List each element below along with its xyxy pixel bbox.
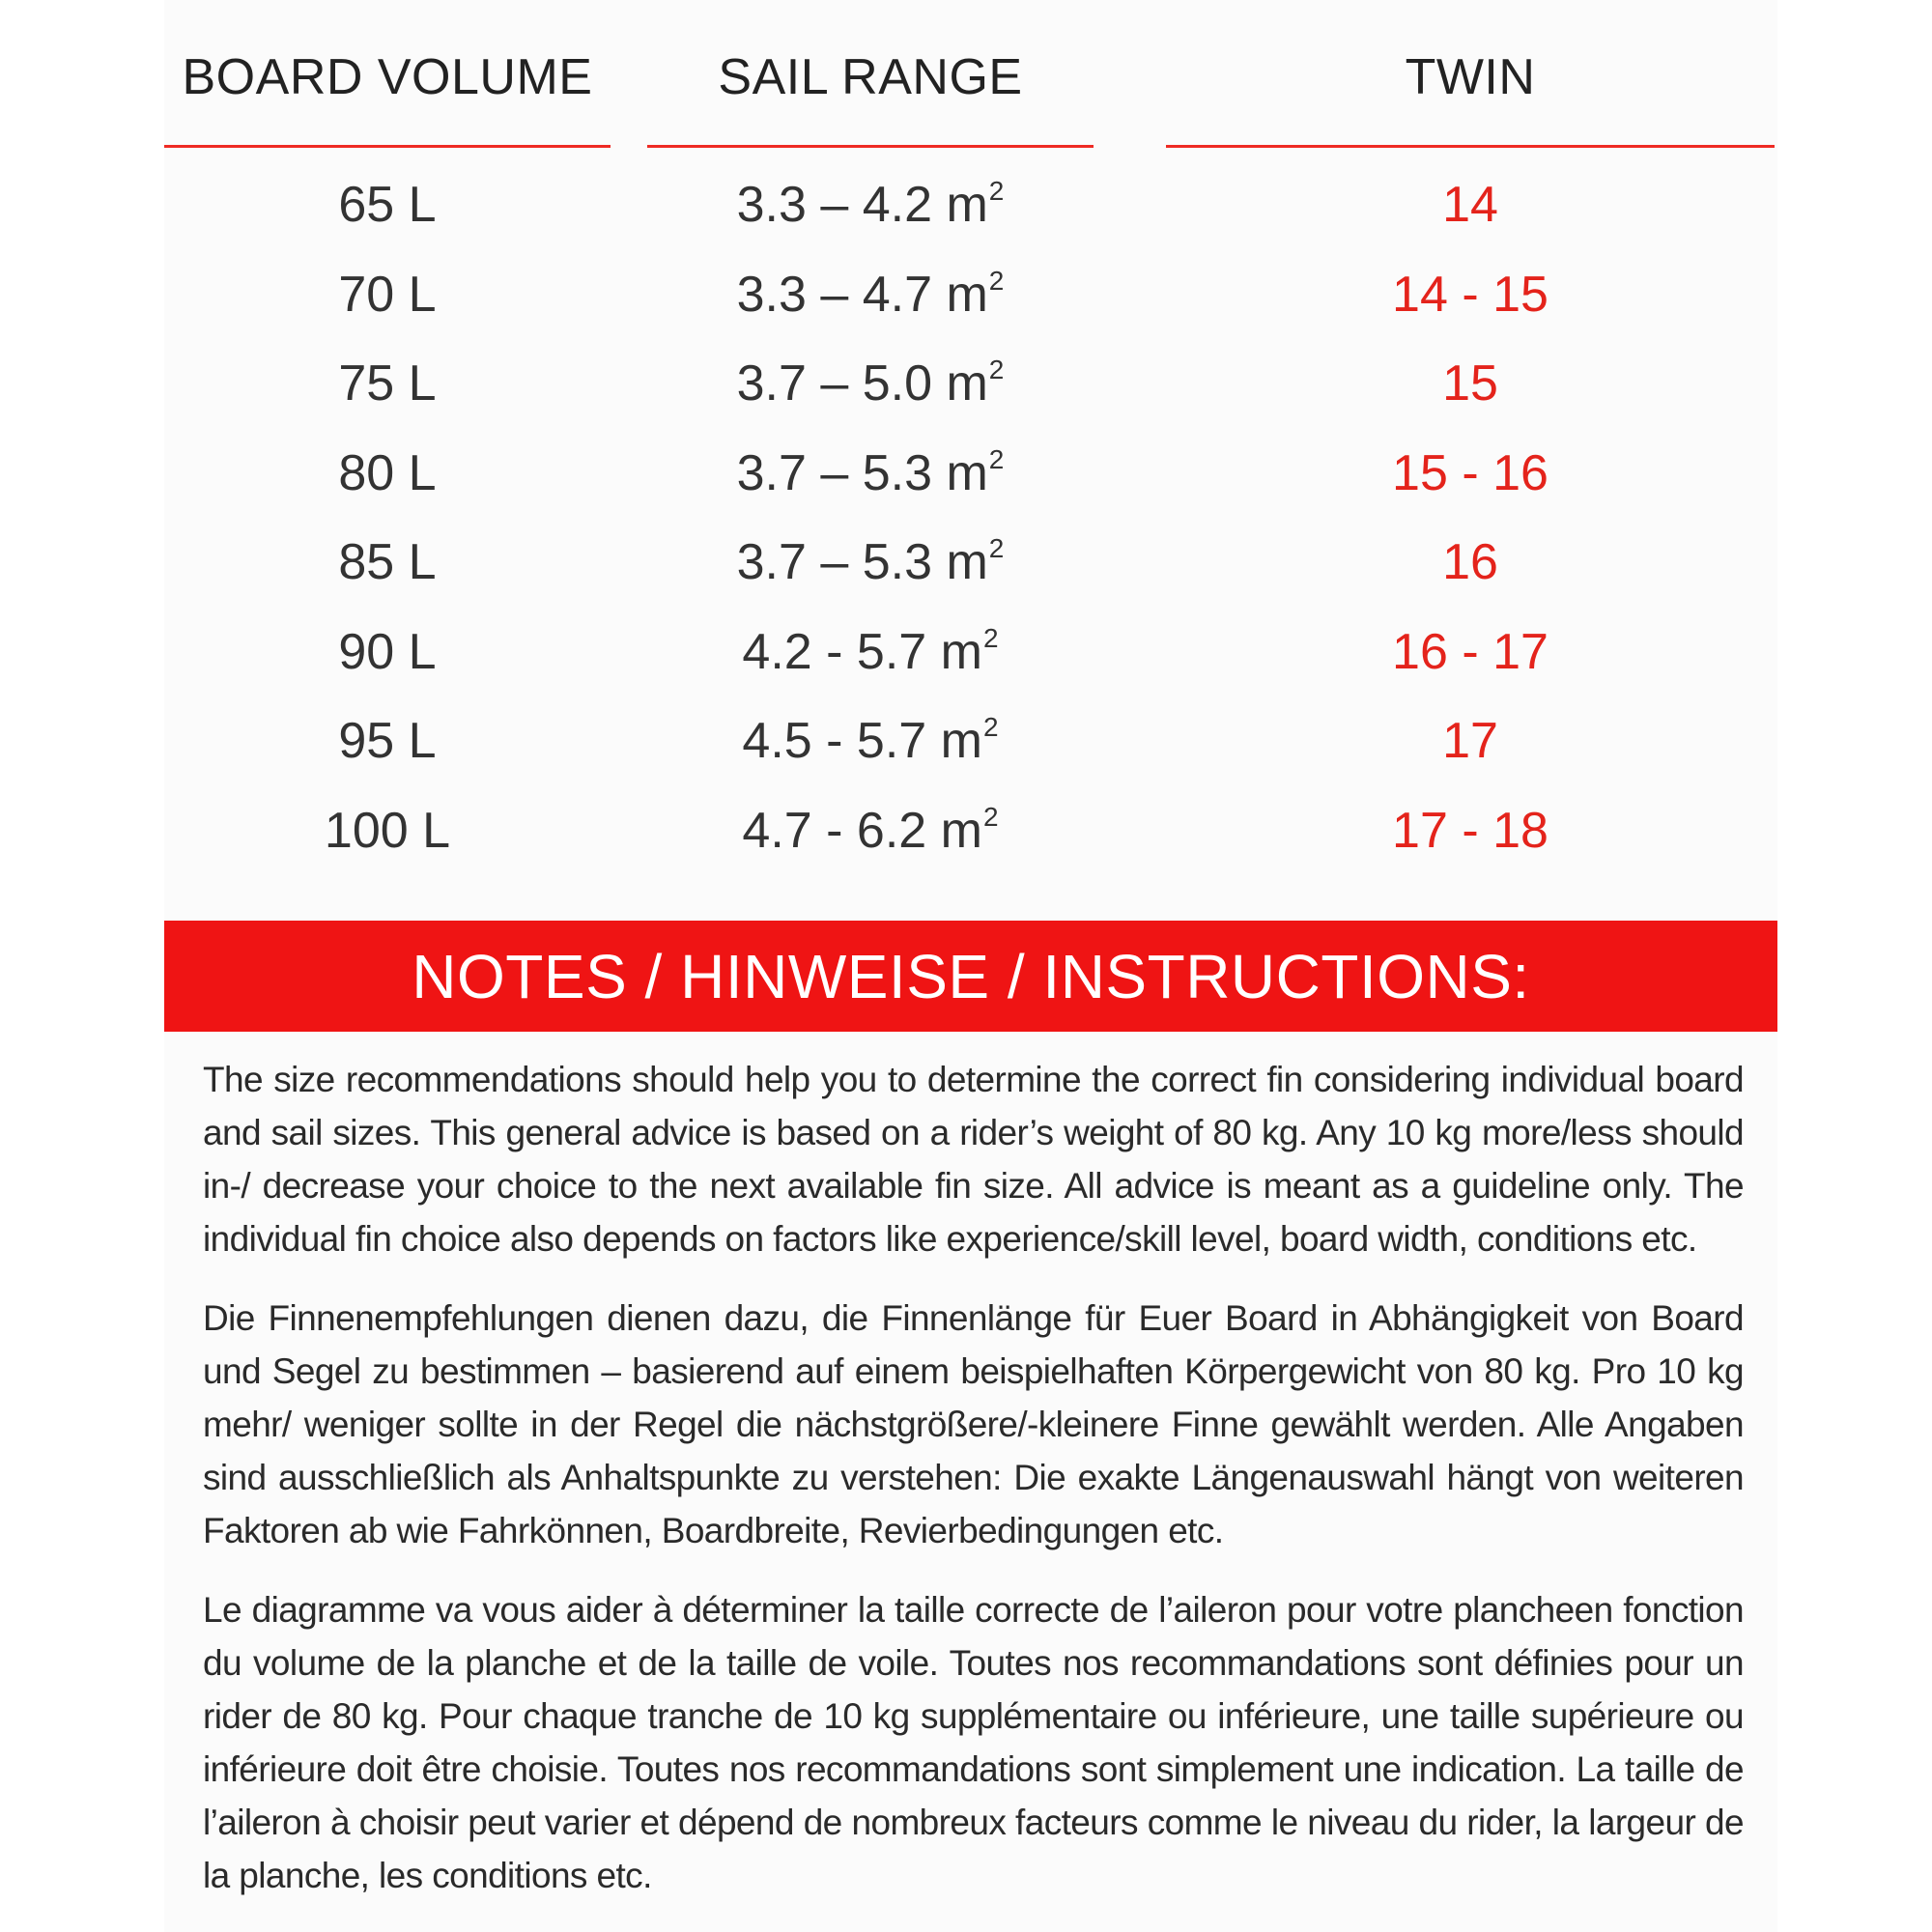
- sail-range-cell: 3.7 – 5.0 $m^2$: [736, 355, 1005, 412]
- sail-range-cell: 3.3 – 4.2 $m^2$: [736, 176, 1005, 233]
- sail-range-cell: 3.7 – 5.3 $m^2$: [736, 443, 1005, 501]
- fin-size-chart: [164, 0, 1777, 1932]
- twin-fin-size-cell: 17 - 18: [1392, 802, 1548, 859]
- board-volume-cell: 75 L: [338, 355, 437, 412]
- sail-range-cell: 3.3 – 4.7 $m^2$: [736, 265, 1005, 323]
- sail-range-header-rule: [647, 145, 1094, 148]
- board-volume-cell: 100 L: [324, 802, 451, 859]
- sail-range-cell: 3.7 – 5.3 $m^2$: [736, 533, 1005, 590]
- notes-title: NOTES / HINWEISE / INSTRUCTIONS:: [412, 941, 1530, 1011]
- table-row: [164, 444, 1777, 534]
- twin-header-rule: [1166, 145, 1775, 148]
- table-row: [164, 623, 1777, 713]
- table-row: [164, 712, 1777, 802]
- sail-range-cell: 4.2 - 5.7 $m^2$: [742, 622, 999, 680]
- board-volume-cell: 85 L: [338, 534, 437, 590]
- notes-paragraph-french: Le diagramme va vous aider à déterminer la taille correcte de l’aileron pour votre plancheen fonction du volume de la planche et de la taille de voile. Toutes nos recommandations sont définies pour un rider de 80 kg. Pour chaque tranche de 10 kg supplémentaire ou inférieure, une taille supérieure ou inférieure doit être choisie. Toutes nos recommandations sont simplement une indication. La taille de l’aileron à choisir peut varier et dépend de nombreux facteurs comme le niveau du rider, la largeur de la planche, les conditions etc.: [203, 1590, 1744, 1895]
- board-volume-header: BOARD VOLUME: [182, 49, 593, 105]
- sail-range-cell: 4.7 - 6.2 $m^2$: [742, 801, 999, 859]
- sail-range-header: SAIL RANGE: [718, 49, 1023, 105]
- board-volume-cell: 90 L: [338, 623, 437, 680]
- table-row: [164, 355, 1777, 444]
- board-volume-cell: 70 L: [338, 266, 437, 323]
- board-volume-cell: 80 L: [338, 444, 437, 501]
- twin-fin-size-cell: 17: [1442, 713, 1498, 769]
- board-volume-cell: 65 L: [338, 177, 437, 233]
- board-volume-cell: 95 L: [338, 713, 437, 769]
- table-row: [164, 176, 1777, 266]
- twin-fin-size-cell: 16: [1442, 534, 1498, 590]
- board-volume-header-rule: [164, 145, 611, 148]
- twin-fin-size-cell: 16 - 17: [1392, 623, 1548, 680]
- table-row: [164, 266, 1777, 355]
- notes-paragraph-german: Die Finnenempfehlungen dienen dazu, die Finnenlänge für Euer Board in Abhängigkeit von Board und Segel zu bestimmen – basierend auf einem beispielhaften Körpergewicht von 80 kg. Pro 10 kg mehr/ weniger sollte in der Regel die nächstgrößere/-kleinere Finne gewählt werden. Alle Angaben sind ausschließlich als Anhaltspunkte zu verstehen: Die exakte Längenauswahl hängt von weiteren Faktoren ab wie Fahrkönnen, Boardbreite, Revierbedingungen etc.: [203, 1298, 1744, 1550]
- twin-fin-size-cell: 14 - 15: [1392, 266, 1548, 323]
- table-row: [164, 802, 1777, 892]
- notes-banner: [164, 921, 1777, 1032]
- twin-fin-size-cell: 15: [1442, 355, 1498, 412]
- table-header: [164, 48, 1777, 155]
- table-row: [164, 533, 1777, 623]
- sail-range-cell: 4.5 - 5.7 $m^2$: [742, 712, 999, 769]
- twin-fin-size-cell: 15 - 16: [1392, 444, 1548, 501]
- twin-fin-size-cell: 14: [1442, 177, 1498, 233]
- twin-header: TWIN: [1405, 49, 1536, 105]
- notes-body: [203, 1053, 1744, 1928]
- size-table-body: [164, 176, 1777, 891]
- notes-paragraph-english: The size recommendations should help you to determine the correct fin considering individual board and sail sizes. This general advice is based on a rider’s weight of 80 kg. Any 10 kg more/less should in-/ decrease your choice to the next available fin size. All advice is meant as a guideline only. The individual fin choice also depends on factors like experience/skill level, board width, conditions etc.: [203, 1060, 1744, 1259]
